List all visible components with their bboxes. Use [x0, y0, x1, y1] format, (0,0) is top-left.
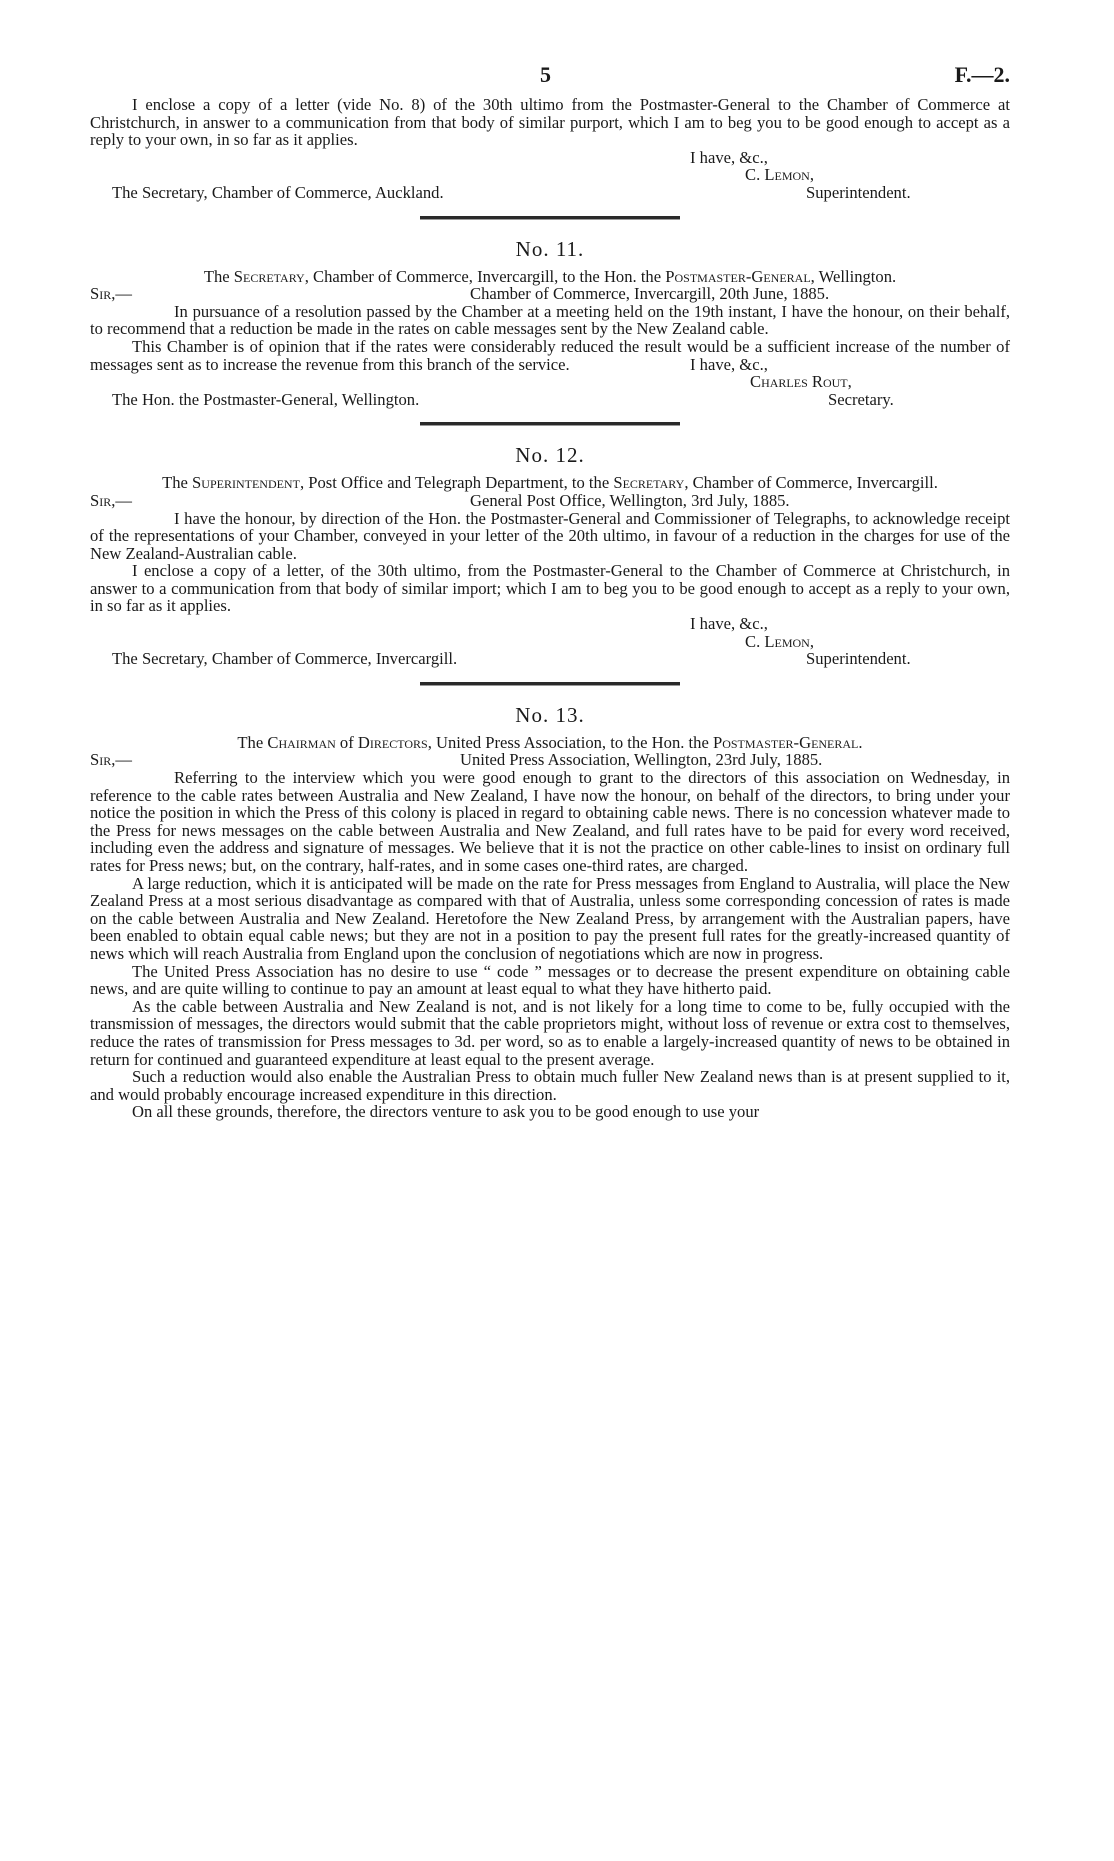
signer: C. Lemon,	[745, 631, 814, 651]
letter-no-12	[90, 442, 1010, 668]
letter-no-13	[90, 702, 1010, 1121]
salutation: Sir,—	[90, 284, 132, 304]
paragraph: Such a reduction would also enable the Australian Press to obtain much fuller New Zealand news than is at present supplied to it, and would probably encourage increased expenditure in this direction.	[90, 1067, 1010, 1104]
section-divider	[420, 216, 680, 220]
letter-title: The Secretary, Chamber of Commerce, Invercargill, to the Hon. the Postmaster-General, Wellington.	[203, 266, 897, 286]
document-page	[90, 62, 1010, 1121]
paragraph: In pursuance of a resolution passed by the Chamber at a meeting held on the 19th instant, I have the honour, on their behalf, to recommend that a reduction be made in the rates on cable messages sent by the New Zealand cable.	[90, 301, 1010, 339]
paragraph: On all these grounds, therefore, the directors venture to ask you to be good enough to use your	[132, 1102, 760, 1122]
page-number: 5	[540, 62, 551, 87]
salutation: Sir,—	[90, 490, 132, 510]
paragraph: I enclose a copy of a letter, of the 30th ultimo, from the Postmaster-General to the Chamber of Commerce at Christchurch, in answer to a communication from that body of similar import; which I am to beg you to be good enough to accept as a reply to your own, in so far as it applies.	[90, 561, 1010, 616]
section-divider	[420, 682, 680, 686]
letter-title: The Superintendent, Post Office and Telegraph Department, to the Secretary, Chamber of Commerce, Invercargill.	[162, 473, 938, 493]
signer: Charles Rout,	[750, 372, 852, 392]
document-reference: F.—2.	[954, 62, 1010, 87]
signer-role: Superintendent.	[806, 649, 911, 669]
closing: I have, &c.,	[690, 614, 768, 634]
signer-role: Secretary.	[828, 389, 894, 409]
addressee: The Hon. the Postmaster-General, Wellington.	[112, 389, 420, 409]
paragraph: As the cable between Australia and New Zealand is not, and is not likely for a long time to come to be, fully occupied with the transmission of messages, the directors would submit that the cable proprietors might, without loss of revenue or extra cost to themselves, reduce the rates of transmission for Press messages to 3d. per word, so as to enable a largely-increased quantity of news to be obtained in return for continued and guaranteed expenditure at least equal to the present average.	[90, 996, 1010, 1069]
closing: I have, &c.,	[690, 354, 768, 374]
letter-number: No. 11.	[515, 236, 585, 261]
dateline: General Post Office, Wellington, 3rd July, 1885.	[470, 490, 790, 510]
dateline: United Press Association, Wellington, 23rd July, 1885.	[460, 750, 823, 770]
section-divider	[420, 422, 680, 426]
paragraph: This Chamber is of opinion that if the rates were considerably reduced the result would be a sufficient increase of the number of messages sent as to increase the revenue from this branch of the service.	[90, 336, 1010, 374]
paragraph: The United Press Association has no desire to use “ code ” messages or to decrease the present expenditure on obtaining cable news, and are quite willing to continue to pay an amount at least equal to what they have hitherto paid.	[90, 961, 1010, 999]
signer: C. Lemon,	[745, 165, 814, 185]
closing: I have, &c.,	[690, 147, 768, 167]
salutation: Sir,—	[90, 750, 132, 770]
signer-role: Superintendent.	[806, 182, 911, 202]
paragraph: A large reduction, which it is anticipated will be made on the rate for Press messages from England to Australia, will place the New Zealand Press at a most serious disadvantage as compared with that of Australia, unless some corresponding concession of rates is made on the cable between Australia and New Zealand. Heretofore the New Zealand Press, by arrangement with the Australian papers, have been enabled to obtain equal cable news; but they are not in a position to pay the present full rates for the greatly-increased quantity of news which will reach Australia from England upon the conclusion of negotiations which are now in progress.	[90, 873, 1010, 963]
paragraph: I have the honour, by direction of the Hon. the Postmaster-General and Commissioner of Telegraphs, to acknowledge receipt of the representations of your Chamber, conveyed in your letter of the 20th ultimo, in favour of a reduction in the charges for use of the New Zealand-Australian cable.	[90, 508, 1010, 563]
letter-continuation	[90, 96, 1010, 202]
letter-no-11	[90, 236, 1010, 409]
letter-number: No. 13.	[515, 702, 585, 727]
dateline: Chamber of Commerce, Invercargill, 20th June, 1885.	[470, 284, 830, 304]
letter-title: The Chairman of Directors, United Press Association, to the Hon. the Postmaster-General.	[237, 732, 863, 752]
addressee: The Secretary, Chamber of Commerce, Auckland.	[112, 182, 444, 202]
addressee: The Secretary, Chamber of Commerce, Invercargill.	[112, 649, 458, 669]
letter-number: No. 12.	[515, 443, 585, 468]
paragraph: I enclose a copy of a letter (vide No. 8) of the 30th ultimo from the Postmaster-General to the Chamber of Commerce at Christchurch, in answer to a communication from that body of similar purport, which I am to beg you to be good enough to accept as a reply to your own, in so far as it applies.	[90, 95, 1010, 150]
paragraph: Referring to the interview which you were good enough to grant to the directors of this association on Wednesday, in reference to the cable rates between Australia and New Zealand, I have now the honour, on behalf of the directors, to bring under your notice the position in which the Press of this colony is placed in regard to obtaining cable news. There is no concession whatever made to the Press for news messages on the cable between Australia and New Zealand, and full rates have to be paid for every word received, including even the address and signature of messages. We believe that it is not the practice on other cable-lines to insist on ordinary full rates for Press news; but, on the contrary, half-rates, and in some cases one-third rates, are charged.	[90, 768, 1010, 875]
page-header	[90, 62, 1010, 96]
